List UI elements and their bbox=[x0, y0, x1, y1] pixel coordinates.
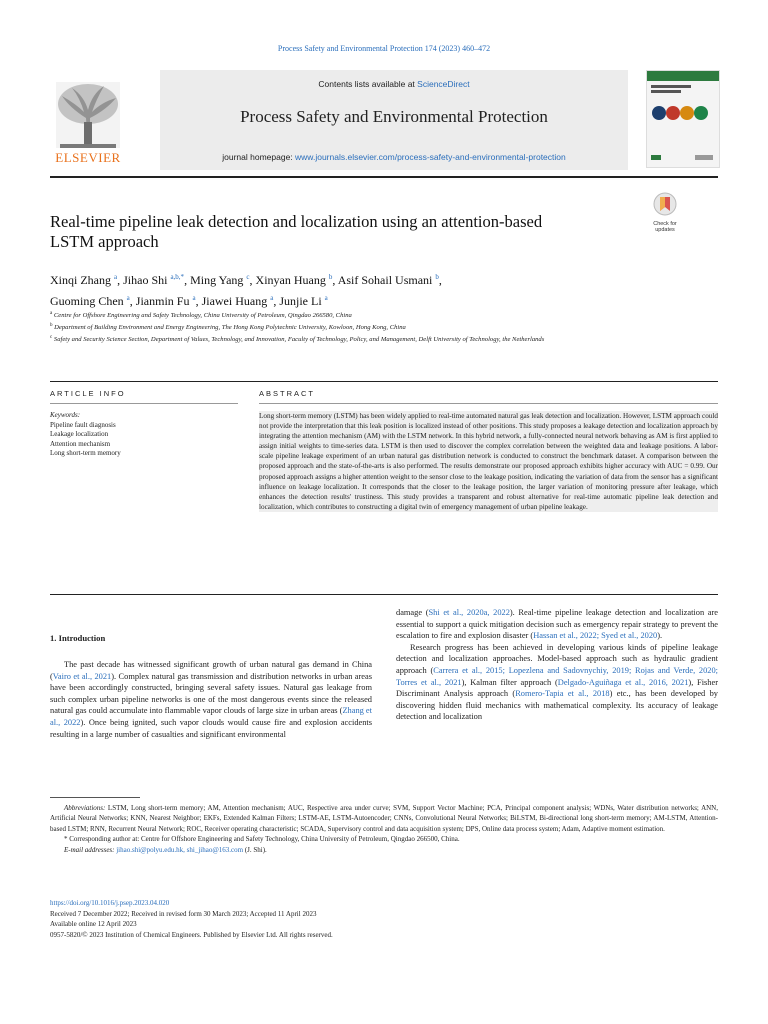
citation-link[interactable]: Hassan et al., 2022; Syed et al., 2020 bbox=[533, 631, 658, 641]
author-list: Xinqi Zhang $^a$, Jihao Shi $^{a,b,*}$, Ming Yang $^c$, Xinyan Huang $^b$, Asif Sohail Usmani $^b$, Guoming Chen $^a$, Jianmin Fu $^a$, Jiawei Huang $^a$, Junjie Li $^a$ bbox=[50, 273, 442, 308]
received-dates: Received 7 December 2022; Received in revised form 30 March 2023; Accepted 11 April 2023 bbox=[50, 909, 317, 918]
abstract-rule bbox=[259, 403, 718, 404]
journal-homepage-link[interactable]: www.journals.elsevier.com/process-safety-and-environmental-protection bbox=[295, 152, 566, 162]
citation-link[interactable]: Romero-Tapia et al., 2018 bbox=[515, 689, 610, 699]
publication-meta bbox=[50, 898, 718, 940]
section-heading-introduction: 1. Introduction bbox=[50, 633, 106, 643]
affiliation-item: $^c$ Safety and Security Science Section, Department of Values, Technology, and Innovation, Faculty of Technology, Policy, and Management, Delft University of Technology, the Netherlands bbox=[50, 335, 545, 344]
footnote-rule bbox=[50, 797, 140, 798]
author[interactable]: Jianmin Fu $^a$ bbox=[135, 294, 196, 308]
section-divider bbox=[50, 381, 718, 382]
author[interactable]: Jiawei Huang $^a$ bbox=[201, 294, 274, 308]
keywords-label: Keywords: bbox=[50, 411, 81, 419]
badge-text-2: updates bbox=[655, 227, 675, 233]
abstract-text: Long short-term memory (LSTM) has been widely applied to real-time automated natural gas leak detection and localization. However, LSTM approach could not provide the interpretation that this leak position is localized instead of other positions. This study proposes a leakage detection and localization approach by integrating the attention mechanism (AM) with the LSTM network. In this hybrid network, a fully-connected neural network behaving as AM is first applied to assign initial weights to time-series data. LSTM is then used to discover the complex correlation between the weighted data and leakage positions. A labor-scale pipeline leakage experiment of an urban natural gas distribution network is conducted to construct the benchmark dataset. A comparison between the proposed approach and the state-of-the-arts is also performed. The results demonstrate our proposed approach exhibits higher accuracy with AUC = 0.99. Our proposed approach assigns a higher attention weight to the sensor close to the leakage position, indicating the variation of data from the sensor has a significant influence on leakage localization. It corresponds that the closer to the leakage position, the larger variation of monitoring pressure after leakage, which enhances the detection results' trustiness. This study provides a transparent and robust alternative for real-time automatic pipeline leak detection and localization, which contributes to constructing a digital twin of emergency management of urban pipeline leakage. bbox=[259, 412, 718, 511]
header-divider bbox=[50, 176, 718, 178]
affiliations bbox=[50, 309, 610, 346]
paragraph: Research progress has been achieved in developing various kinds of pipeline leakage detection and localization approaches. Model-based approach such as hydraulic gradient approach (Carrera et al., 2015; Lopezlena and Sadovnychiy, 2019; Rojas and Verde, 2020; Torres et al., 2021), Kalman filter approach (Delgado-Aguiñaga et al., 2016, 2021), Fisher Discriminant Analysis approach (Romero-Tapia et al., 2018) etc., has been developed by discovering hidden fluid mechanics with mathematical complexity. Its accuracy of leakage detection and localization bbox=[396, 642, 718, 722]
citation-link[interactable]: Shi et al., 2020a, 2022 bbox=[428, 608, 510, 617]
citation-link[interactable]: Zhang et al., 2022 bbox=[50, 706, 372, 727]
body-column-left bbox=[50, 659, 372, 740]
running-header[interactable]: Process Safety and Environmental Protection 174 (2023) 460–472 bbox=[277, 44, 491, 53]
sciencedirect-link[interactable]: ScienceDirect bbox=[417, 79, 470, 89]
paragraph: damage (Shi et al., 2020a, 2022). Real-time pipeline leakage detection and localization are essential to support a quick mitigation decision such as emergency repair strategy to prevent the escalation to fire and explosion disaster (Hassan et al., 2022; Syed et al., 2020). bbox=[396, 608, 719, 641]
doi-link[interactable]: https://doi.org/10.1016/j.psep.2023.04.020 bbox=[50, 899, 170, 907]
citation-link[interactable]: Carrera et al., 2015; Lopezlena and Sadovnychiy, 2019; Rojas and Verde, 2020; Torres et al., 2021 bbox=[396, 665, 718, 687]
corresponding-author-note: * Corresponding author at: Centre for Offshore Engineering and Safety Technology, China University of Petroleum, Qingdao 266500, China. bbox=[64, 835, 460, 844]
contents-line: Contents lists available at ScienceDirect bbox=[318, 79, 470, 89]
keyword-item: Attention mechanism bbox=[50, 439, 111, 448]
email-link[interactable]: jihao.shi@polyu.edu.hk, shi_jihao@163.com bbox=[116, 845, 244, 854]
author[interactable]: Asif Sohail Usmani $^b$ bbox=[337, 273, 439, 287]
author[interactable]: Junjie Li $^a$ bbox=[279, 294, 328, 308]
article-info-rule bbox=[50, 403, 238, 404]
author[interactable]: Ming Yang $^c$ bbox=[190, 273, 250, 287]
journal-masthead bbox=[50, 70, 628, 170]
copyright-line: 0957-5820/© 2023 Institution of Chemical Engineers. Published by Elsevier Ltd. All rights reserved. bbox=[50, 930, 333, 939]
check-for-updates-badge[interactable] bbox=[648, 192, 682, 233]
citation-link[interactable]: Delgado-Aguiñaga et al., 2016, 2021 bbox=[557, 677, 689, 687]
article-title: Real-time pipeline leak detection and localization using an attention-based LSTM approach bbox=[50, 212, 543, 251]
affiliation-item: $^b$ Department of Building Environment and Energy Engineering, The Hong Kong Polytechnic University, Kowloon, Hong Kong, China bbox=[50, 323, 406, 332]
available-online: Available online 12 April 2023 bbox=[50, 920, 137, 929]
author[interactable]: Xinqi Zhang $^a$ bbox=[50, 273, 118, 287]
body-divider bbox=[50, 594, 718, 595]
keywords-block bbox=[50, 411, 240, 459]
keyword-item: Leakage localization bbox=[50, 430, 109, 438]
publisher-wordmark: ELSEVIER bbox=[55, 150, 121, 165]
abstract-heading: ABSTRACT bbox=[259, 389, 316, 398]
body-column-right bbox=[396, 607, 718, 723]
paragraph: The past decade has witnessed significant growth of urban natural gas demand in China (Vairo et al., 2021). Complex natural gas transmission and distribution networks in urban areas have been accordingly constructed, bringing several safety issues. Natural gas leakage from such complex urban pipeline networks is one of the most dangerous events since the released natural gas could accumulate into flammable vapor clouds of large size in urban areas (Zhang et al., 2022). Once being ignited, such vapor clouds would cause fire and explosion accidents resulting in a large number of casualties and significant environmental bbox=[50, 660, 372, 739]
author[interactable]: Jihao Shi $^{a,b,*}$ bbox=[123, 273, 185, 287]
affiliation-item: $^a$ Centre for Offshore Engineering and Safety Technology, China University of Petroleum, Qingdao 266580, China bbox=[50, 311, 352, 320]
journal-homepage-line: journal homepage: www.journals.elsevier.com/process-safety-and-environmental-protection bbox=[222, 152, 566, 162]
keyword-item: Long short-term memory bbox=[50, 449, 121, 457]
footnotes bbox=[50, 803, 718, 855]
journal-cover-icon[interactable] bbox=[646, 70, 720, 168]
article-info-heading: ARTICLE INFO bbox=[50, 389, 126, 398]
email-note: E-mail addresses: jihao.shi@polyu.edu.hk, shi_jihao@163.com (J. Shi). bbox=[64, 845, 267, 854]
citation-link[interactable]: Vairo et al., 2021 bbox=[52, 671, 112, 681]
journal-info-box bbox=[160, 70, 628, 170]
badge-text-1: Check for bbox=[653, 221, 677, 227]
author[interactable]: Xinyan Huang $^b$ bbox=[255, 273, 333, 287]
abbreviations-note: Abbreviations: LSTM, Long short-term memory; AM, Attention mechanism; AUC, Respective area under curve; SVM, Support Vector Machine; PCA, Principal component analysis; WDNs, Water distribution networks; ANN, Artificial Neural Networks; KNN, Nearest Neighbor; EKFs, Extended Kalman Filters; LSTM-AE, LSTM-Autoencoder; CNNs, Convolutional Neural Networks; BiLSTM, Bi-directional long short-term memory; AM-LSTM, Attention-based LSTM; RNN, Recurrent Neural Network; ROC, Receiver operating characteristic; SCADA, Supervisory control and data acquisition system; DPS, Online data process system; Adam, Adaptive moment estimation. bbox=[50, 804, 718, 833]
keyword-item: Pipeline fault diagnosis bbox=[50, 420, 116, 429]
journal-title: Process Safety and Environmental Protection bbox=[240, 107, 548, 126]
bookmark-icon bbox=[648, 192, 682, 216]
author[interactable]: Guoming Chen $^a$ bbox=[50, 294, 130, 308]
